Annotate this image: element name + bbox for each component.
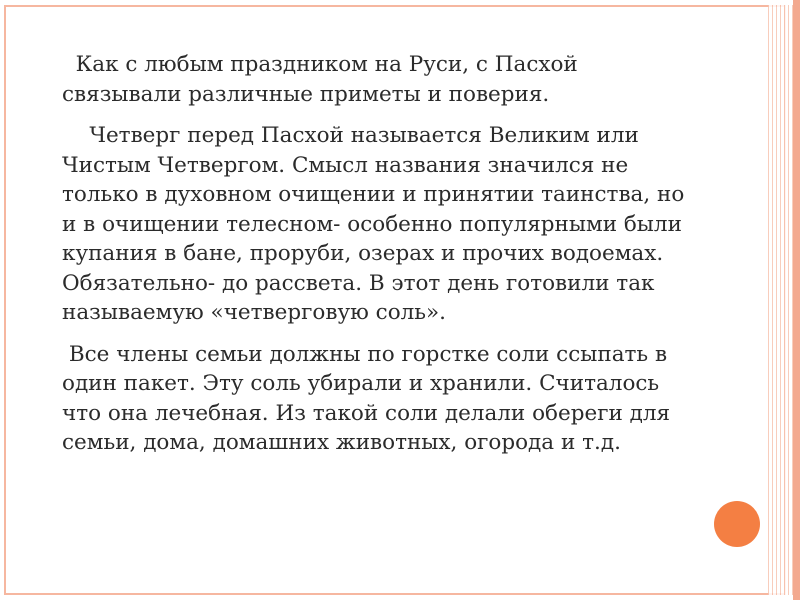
slide-body-text: [62, 50, 702, 470]
paragraph-thursday-salt: Все члены семьи должны по горстке соли ссыпать в один пакет. Эту соль убирали и хранили. Считалось что она лечебная. Из такой соли делали обереги для семьи, дома, домашних животных, огорода и т.д.: [62, 341, 677, 455]
decorative-stripes: [768, 5, 796, 595]
decorative-orange-circle: [714, 501, 760, 547]
decorative-edge-bar: [793, 0, 800, 600]
paragraph-great-thursday: Четверг перед Пасхой называется Великим или Чистым Четвергом. Смысл названия значился не только в духовном очищении и принятии таинства, но и в очищении телесном- особенно популярными были купания в бане, проруби, озерах и прочих водоемах. Обязательно- до рассвета. В этот день готовили так называемую «четверговую соль».: [62, 123, 692, 325]
paragraph-intro: Как с любым праздником на Руси, с Пасхой связывали различные приметы и поверия.: [62, 52, 585, 107]
